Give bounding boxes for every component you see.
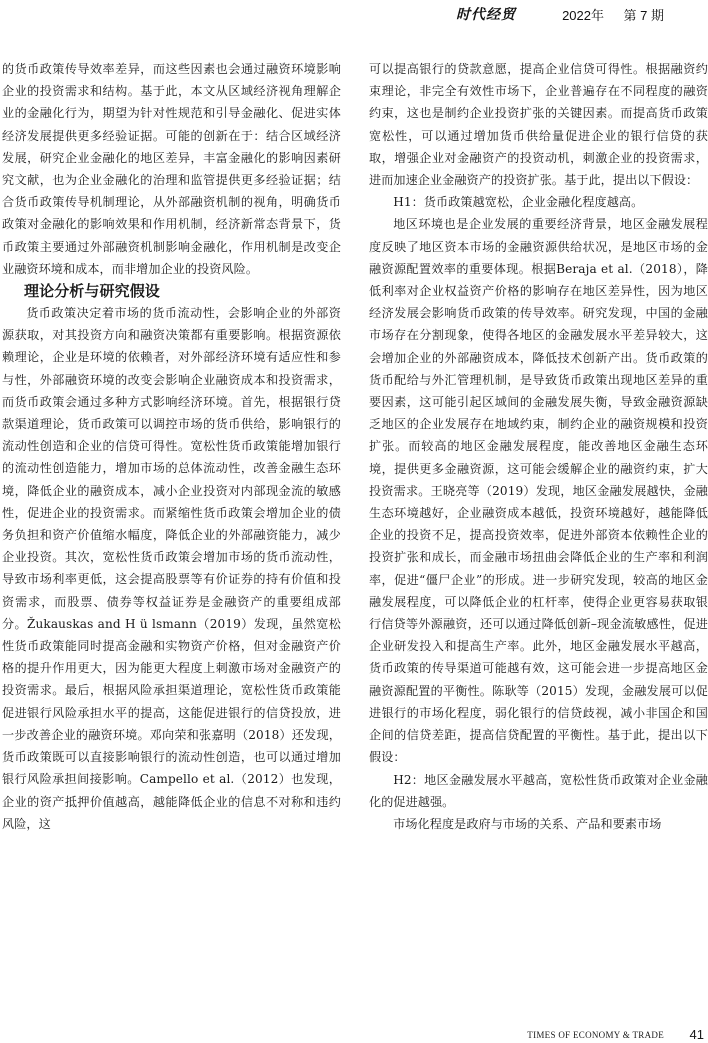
paragraph: 市场化程度是政府与市场的关系、产品和要素市场 bbox=[393, 816, 662, 831]
journal-brand: 时代经贸 bbox=[456, 7, 516, 23]
page-header bbox=[0, 0, 708, 26]
paragraph-continued: 的货币政策传导效率差异，而这些因素也会通过融资环境影响企业的投资需求和结构。基于此，本文从区域经济视角理解企业的金融化行为，期望为针对性规范和引导金融化、促进实体经济发展提供更多经验证据。可能的创新在于：结合区域经济发展，研究企业金融化的地区差异，丰富金融化的影响因素研究文献，也为企业金融化的治理和监管提供更多经验证据；结合货币政策传导机制理论，从外部融资机制的视角，明确货币政策对金融化的影响效果和作用机制，经济新常态背景下，货币政策主要通过外部融资机制影响金融化，作用机制是改变企业融资环境和成本，而非增加企业的投资风险。 bbox=[2, 62, 341, 276]
hypothesis-h1: H1：货币政策越宽松，企业金融化程度越高。 bbox=[393, 195, 644, 210]
page-footer bbox=[0, 1028, 708, 1043]
section-heading: 理论分析与研究假设 bbox=[24, 282, 160, 301]
page-number: 41 bbox=[689, 1027, 704, 1042]
paragraph: 货币政策决定着市场的货币流动性，会影响企业的外部资源获取，对其投资方向和融资决策都有重要影响。根据资源依赖理论，企业是环境的依赖者，对外部经济环境有适应性和参与性，外部融资环境的改变会影响企业融资成本和投资需求，而货币政策会通过多种方式影响经济环境。首先，根据银行贷款渠道理论，货币政策可以调控市场的货币供给，影响银行的流动性创造和企业的信贷可得性。宽松性货币政策能增加银行的流动性创造能力，增加市场的总体流动性，改善金融生态环境，降低企业的融资成本，减小企业投资对内部现金流的敏感性，促进企业的投资需求。而紧缩性货币政策会增加企业的债务负担和资产价值缩水幅度，降低企业的外部融资能力，减少企业投资。其次，宽松性货币政策会增加市场的货币流动性，导致市场利率更低，这会提高股票等有价证券的持有价值和投资需求，而股票、债券等权益证券是金融资产的重要组成部分。Žukauskas and H ü lsmann（2019）发现，虽然宽松性货币政策能同时提高金融和实物资产价格，但对金融资产价格的提升作用更大，因为能更大程度上刺激市场对金融资产的投资需求。最后，根据风险承担渠道理论，宽松性货币政策能促进银行风险承担水平的提高，这能促进银行的信贷投放，进一步改善企业的融资环境。邓向荣和张嘉明（2018）还发现，货币政策既可以直接影响银行的流动性创造，也可以通过增加银行风险承担间接影响。Campello et al.（2012）也发现，企业的资产抵押价值越高，越能降低企业的信息不对称和违约风险，这 bbox=[2, 306, 341, 831]
issue-year: 2022年 bbox=[562, 8, 604, 23]
right-column bbox=[369, 58, 708, 835]
magazine-name: TIMES OF ECONOMY & TRADE bbox=[527, 1030, 664, 1040]
issue-number: 第 7 期 bbox=[623, 8, 664, 23]
paragraph: 地区环境也是企业发展的重要经济背景，地区金融发展程度反映了地区资本市场的金融资源供给状况，是地区市场的金融资源配置效率的重要体现。根据Beraja et al.（2018），降低利率对企业权益资产价格的影响存在地区差异性，因为地区经济发展会影响货币政策的传导效率。研究发现，中国的金融市场存在分割现象，使得各地区的金融发展水平差异较大，这会增加企业的外部融资成本，降低技术创新产出。货币政策的货币配给与外汇管理机制，是导致货币政策出现地区差异的重要因素，这可能引起区域间的金融发展失衡，导致金融资源缺乏地区的企业发展存在地域约束，制约企业的融资规模和投资扩张。而较高的地区金融发展程度，能改善地区金融生态环境，提供更多金融资源，这可能会缓解企业的融资约束，扩大投资需求。王晓亮等（2019）发现，地区金融发展越快，金融生态环境越好，企业融资成本越低，投资环境越好，越能降低企业的投资不足，提高投资效率，促进外部资本依赖性企业的投资扩张和成长，而金融市场扭曲会降低企业的生产率和利润率，促进“僵尸企业”的形成。进一步研究发现，较高的地区金融发展程度，可以降低企业的杠杆率，使得企业更容易获取银行信贷等外源融资，还可以通过降低创新–现金流敏感性，促进企业研发投入和提高生产率。此外，地区金融发展水平越高，货币政策的传导渠道可能越有效，这可能会进一步提高地区金融资源配置的平衡性。陈耿等（2015）发现，金融发展可以促进银行的市场化程度，弱化银行的信贷歧视，减小非国企和国企间的信贷差距，提高信贷配置的平衡性。基于此，提出以下假设： bbox=[369, 217, 708, 765]
hypothesis-h2: H2：地区金融发展水平越高，宽松性货币政策对企业金融化的促进越强。 bbox=[369, 772, 708, 809]
paragraph-continued: 可以提高银行的贷款意愿，提高企业信贷可得性。根据融资约束理论，非完全有效性市场下，企业普遍存在不同程度的融资约束，这也是制约企业投资扩张的关键因素。而提高货币政策宽松性，可以通过增加货币供给量促进企业的银行信贷的获取，增强企业对金融资产的投资动机，刺激企业的投资需求，进而加速企业金融资产的投资扩张。基于此，提出以下假设： bbox=[369, 62, 708, 188]
left-column bbox=[2, 58, 341, 835]
